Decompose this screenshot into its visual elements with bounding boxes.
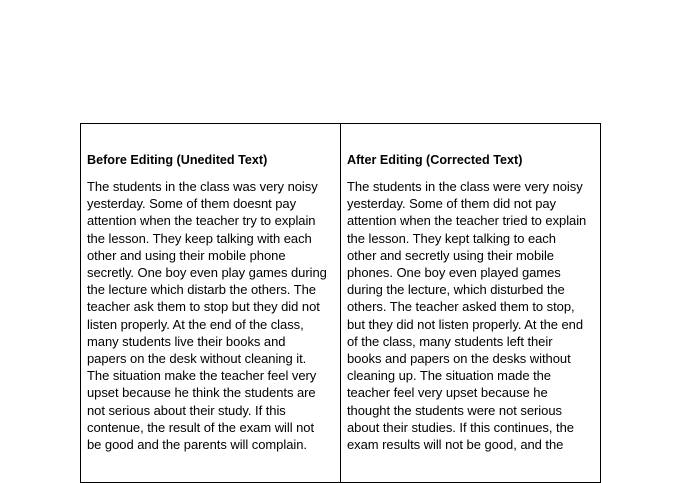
text-line: phones. One boy even played games xyxy=(347,265,561,281)
after-editing-text xyxy=(347,178,594,453)
text-line: others. The teacher asked them to stop, xyxy=(347,299,575,315)
text-line: The situation make the teacher feel very xyxy=(87,368,317,384)
text-line: attention when the teacher try to explain xyxy=(87,213,316,229)
text-line: books and papers on the desks without xyxy=(347,351,571,367)
text-line: The students in the class was very noisy xyxy=(87,179,318,194)
before-editing-heading: Before Editing (Unedited Text) xyxy=(87,153,268,167)
text-line: contenue, the result of the exam will not xyxy=(87,419,315,435)
text-line: teacher feel very upset because he xyxy=(347,385,548,401)
text-line: other and secretly using their mobile xyxy=(347,247,554,263)
text-line: but they did not listen properly. At the end xyxy=(347,316,584,332)
text-line: not serious about their study. If this xyxy=(87,402,286,418)
text-line: about their studies. If this continues, the xyxy=(347,419,574,435)
text-line: The students in the class were very noisy xyxy=(347,179,583,194)
text-line: papers on the desk without cleaning it. xyxy=(87,351,307,367)
text-line: attention when the teacher tried to explain xyxy=(347,213,587,229)
text-line: the lesson. They keep talking with each xyxy=(87,230,312,246)
before-editing-text xyxy=(87,178,334,453)
text-line: upset because he think the students are xyxy=(87,385,316,401)
text-line: the lecture which distarb the others. The xyxy=(87,282,316,298)
text-line: yesterday. Some of them did not pay xyxy=(347,196,557,212)
text-line: teacher ask them to stop but they did not xyxy=(87,299,320,315)
text-line: be good and the parents will complain. xyxy=(87,437,307,453)
text-line: thought the students were not serious xyxy=(347,402,562,418)
after-editing-column xyxy=(341,124,600,482)
text-line: other and using their mobile phone xyxy=(87,247,286,263)
after-editing-heading: After Editing (Corrected Text) xyxy=(347,153,523,167)
text-line: many students live their books and xyxy=(87,333,286,349)
text-line: during the lecture, which disturbed the xyxy=(347,282,565,298)
text-line: listen properly. At the end of the class, xyxy=(87,316,304,332)
text-line: secretly. One boy even play games during xyxy=(87,265,327,281)
text-line: exam results will not be good, and the xyxy=(347,437,564,453)
before-editing-column xyxy=(81,124,341,482)
text-line: cleaning up. The situation made the xyxy=(347,368,551,384)
comparison-table xyxy=(80,123,601,483)
text-line: of the class, many students left their xyxy=(347,333,553,349)
text-line: the lesson. They kept talking to each xyxy=(347,230,556,246)
text-line: yesterday. Some of them doesnt pay xyxy=(87,196,297,212)
